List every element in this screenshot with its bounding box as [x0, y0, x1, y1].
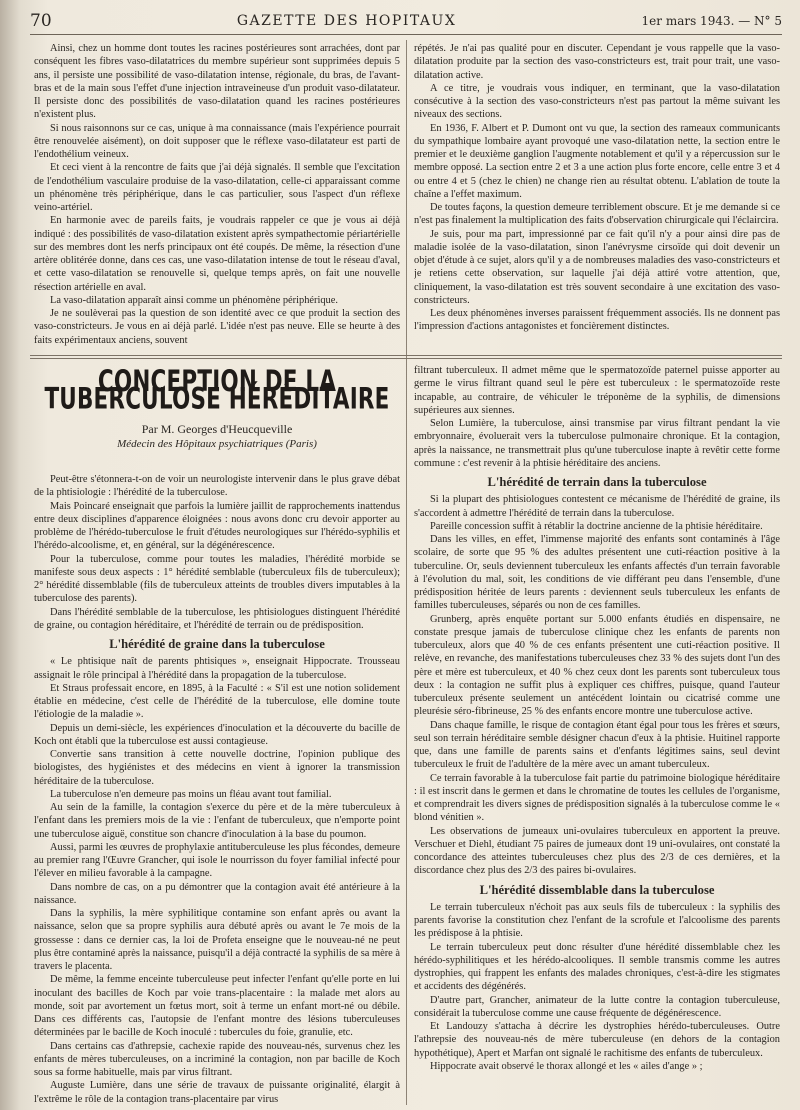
paragraph: En harmonie avec de pareils faits, je voudrais rappeler ce que je vous ai déjà indiqué : des possibilités de vaso-dilatation existent après sympathectomie périartérielle sur des membres dont les nerfs principaux ont été coupés. De même, la résection d'une artère oblitérée donne, dans ces cas, une vaso-dilatation intense de tout le réseau d'aval, et cette vaso-dilatation se renouvelle si, quelque temps après, on fait une nouvelle résection artérielle en aval.: [34, 215, 400, 293]
graine-paragraphs-right: [414, 364, 780, 470]
paragraph: Depuis un demi-siècle, les expériences d'inoculation et la découverte du bacille de Koch ont établi que la tuberculose est aussi contagieuse.: [34, 722, 400, 747]
paragraph: Dans certains cas d'athrepsie, cachexie rapide des nouveau-nés, survenus chez les enfants de mères tuberculeuses, on a incriminé la contagion, non par bacille de Koch sous sa forme habituelle, mais par virus filtrant.: [34, 1040, 400, 1078]
paragraph: Dans nombre de cas, on a pu démontrer que la contagion avait été antérieure à la naissance.: [34, 881, 400, 906]
article-byline: Par M. Georges d'Heucqueville: [141, 421, 293, 436]
paragraph: Hippocrate avait observé le thorax allongé et les « ailes d'ange » ;: [430, 1060, 703, 1072]
paragraph: La vaso-dilatation apparaît ainsi comme un phénomène périphérique.: [50, 294, 338, 306]
paragraph: Ainsi, chez un homme dont toutes les racines postérieures sont arrachées, dont par conséquent les fibres vaso-dilatatrices du membre supérieur sont supprimées depuis 5 ans, il persiste une possibilité de vaso-dilatation intense, régionale, du bras, de l'avant-bras et de la main sous l'effet d'une injection intraveineuse d'un produit vaso-dilatateur. Il persiste donc des possibilités de vaso-dilatation quand les racines postérieures n'existent plus.: [34, 43, 400, 121]
paragraph: En 1936, F. Albert et P. Dumont ont vu que, la section des rameaux communicants du sympathique lombaire ayant provoqué une vaso-dilatation nette, la section entre le premier et le deuxième ganglion l'augmente notablement et qu'il y a répercussion sur le membre opposé. La section entre 2 et 3 a une action plus forte encore, celle entre 3 et 4 ou entre 4 et 5 (chez le chien) ne change rien au résultat obtenu. L'ablation de toute la chaîne a l'effet maximum.: [414, 122, 780, 200]
paragraph: Pour la tuberculose, comme pour toutes les maladies, l'hérédité morbide se manifeste sous deux aspects : 1° hérédité semblable (tuberculeux fils de tuberculeux); 2° hérédité dissemblable (fils de tuberculeux atteints de troubles divers imputables à la tuberculose des parents).: [34, 553, 400, 605]
paragraph: Aussi, parmi les œuvres de prophylaxie antituberculeuse les plus fécondes, demeure au premier rang l'Œuvre Grancher, qui isole le nourrisson du foyer familial infecté pour l'élever en milieu favorable à la campagne.: [34, 841, 400, 880]
article-title: CONCEPTION DE LA TUBERCULOSE HÉRÉDITAIRE: [44, 365, 390, 417]
paragraph: répétés. Je n'ai pas qualité pour en discuter. Cependant je vous rappelle que la vaso-dilatation produite par la section des vaso-constricteurs est, trait pour trait, une vaso-dilatation active.: [414, 43, 780, 81]
paragraph: Le terrain tuberculeux n'échoit pas aux seuls fils de tuberculeux : la syphilis des parents favorise la constitution chez l'enfant de la scrofule et l'alcoolisme des parents les prédispose à la phtisie.: [414, 901, 780, 940]
dissemblable-paragraphs: [414, 901, 780, 1073]
intro-paragraphs: [34, 473, 400, 632]
paragraph: De toutes façons, la question demeure terriblement obscure. Et je me demande si ce n'est pas finalement la multiplication des faits d'observation chirurgicale qui l'éclaircira.: [414, 202, 780, 227]
issue-date: 1er mars 1943. — N° 5: [641, 14, 782, 28]
column-divider: [406, 40, 407, 1105]
paragraph: Si la plupart des phtisiologues contestent ce mécanisme de l'hérédité de graine, ils s'accordent à admettre l'hérédité de terrain dans la tuberculose.: [414, 494, 780, 519]
paragraph: Je ne soulèverai pas la question de son identité avec ce que produit la section des vaso-constricteurs. Je vous en ai déjà parlé. L'idée n'est pas neuve. Elle se heurte à des faits expérimentaux anciens, souvent: [34, 308, 400, 346]
page-header: [30, 8, 782, 35]
section-rule-double: [30, 358, 782, 359]
previous-article-left-column: [34, 42, 400, 352]
paragraph: Et Landouzy s'attacha à décrire les dystrophies hérédo-tuberculeuses. Outre l'athrepsie des nouveau-nés de mère tuberculeuse (en dehors de la contagion hypothétique), Apert et Marfan ont signalé le rachitisme des enfants de tuberculeux.: [414, 1021, 780, 1059]
article-affiliation: Médecin des Hôpitaux psychiatriques (Paris): [117, 437, 317, 450]
paragraph: Auguste Lumière, dans une série de travaux de puissante originalité, élargit à l'extrême le rôle de la contagion trans-placentaire par virus: [34, 1080, 400, 1105]
paragraph: Les deux phénomènes inverses paraissent fréquemment associés. Ils ne donnent pas l'impression d'actions antagonistes et foncièrement distinctes.: [414, 308, 780, 333]
paragraph: Je suis, pour ma part, impressionné par ce fait qu'il n'y a pour ainsi dire pas de maladie isolée de la vaso-dilatation, sinon l'anévrysme cirsoïde qui doit devenir un objet d'étude à ce sujet, alors qu'il y a de nombreuses maladies des vaso-constricteurs et je retiens cette observation, sur laquelle j'ai déjà attiré votre attention, que, cliniquement, la vaso-dilatation est très souvent secondaire à une excitation des vaso-constricteurs.: [414, 228, 780, 306]
paragraph: Dans la syphilis, la mère syphilitique contamine son enfant après ou avant la naissance, selon que sa propre syphilis aura débuté après ou avant le 7e mois de la grossesse : dans ce dernier cas, la loi de Profeta enseigne que le nouveau-né ne peut plus être contaminé après la naissance, puisqu'il a déjà contracté la syphilis de sa mère à travers le placenta.: [34, 908, 400, 972]
paragraph: Les observations de jumeaux uni-ovulaires tuberculeux en apportent la preuve. Verschuer et Diehl, étudiant 75 paires de jumeaux dont 19 uni-ovulaires, ont constaté la concordance des atteintes tuberculeuses chez plus des 2/3 de ces dernières, et la discordance chez plus des 2/3 des paires bi-ovulaires.: [414, 825, 780, 877]
paragraph: « Le phtisique naît de parents phtisiques », enseignait Hippocrate. Trousseau assignait le rôle principal à l'hérédité dans la propagation de la tuberculose.: [34, 656, 400, 681]
paragraph: Le terrain tuberculeux peut donc résulter d'une hérédité dissemblable chez les hérédo-syphilitiques et les hérédo-alcooliques. Il semble transmis comme les autres dystrophies, qui frappent les enfants des malades chroniques, c'est-à-dire les stigmates et accidents des dégénérés.: [414, 941, 780, 993]
paragraph: Selon Lumière, la tuberculose, ainsi transmise par virus filtrant pendant la vie embryonnaire, évoluerait vers la tuberculose pulmonaire chronique. Et la contagion, après la naissance, ne transmettrait plus qu'une tuberculose inapte à revêtir cette forme commune : c'est revenir à la phtisie héréditaire des anciens.: [414, 418, 780, 469]
paragraph: Ce terrain favorable à la tuberculose fait partie du patrimoine biologique héréditaire : il est inscrit dans le germen et dans le chromatine de toutes les cellules de l'organisme, et comprendrait les divers signes de prédisposition signalés à la tuberculose comme le « blond vénitien ».: [414, 772, 780, 824]
paragraph: Peut-être s'étonnera-t-on de voir un neurologiste intervenir dans le plus grave débat de la phtisiologie : l'hérédité de la tuberculose.: [34, 474, 400, 499]
graine-paragraphs-left: [34, 655, 400, 1106]
section-rule: [30, 355, 782, 356]
paragraph: filtrant tuberculeux. Il admet même que le spermatozoïde paternel puisse apporter au germe le virus filtrant quand seul le père est tuberculeux : le spermatozoïde reste incapable, au contraire, de véhiculer le tréponème de la syphilis, de dimensions supérieures aux siennes.: [414, 365, 780, 416]
paragraph: La tuberculose n'en demeure pas moins un fléau avant tout familial.: [50, 788, 332, 800]
previous-article-right-column: [414, 42, 780, 352]
journal-title: GAZETTE DES HOPITAUX: [236, 13, 457, 29]
paragraph: D'autre part, Grancher, animateur de la lutte contre la contagion tuberculeuse, considérait la tuberculose comme une cause fréquente de dégénérescence.: [414, 994, 780, 1019]
paragraph: Au sein de la famille, la contagion s'exerce du père et de la mère tuberculeux à l'enfant dans les premiers mois de la vie : l'enfant de tuberculeux, que n'emporte point une tuberculose aiguë, constitue son chancre d'inoculation à la base du poumon.: [34, 802, 400, 840]
paragraph: Si nous raisonnons sur ce cas, unique à ma connaissance (mais l'expérience pourrait être renouvelée aisément), on doit supposer que le réflexe vaso-dilatateur est parti de l'endothélium veineux.: [34, 122, 400, 160]
paragraph: Grunberg, après enquête portant sur 5.000 enfants étudiés en dispensaire, ne constate presque jamais de tuberculose clinique chez les enfants de parents non tuberculeux, alors que 40 % de ces enfants présentent une cuti-réaction positive. Il relève, en revanche, des manifestations tuberculeuses chez 33 % des sujets dont l'un des père et mère est tuberculeux, et 40 % chez ceux dont les parents sont tuberculeux tous deux : la contagion ne suffit plus à expliquer ces chiffres, puisque, quand l'auteur tuberculeux présente seulement un antécédent lointain ou cicatrisé comme une pleurésie séro-fibrineuse, 25 % des enfants encore montre une tuberculose active.: [414, 613, 780, 718]
paragraph: Et ceci vient à la rencontre de faits que j'ai déjà signalés. Il semble que l'excitation de l'endothélium vasculaire produise de la vaso-dilatation, celle-ci apparaissant comme un phénomène très périphérique, dans le cas particulier, sous l'aspect d'un réflexe veino-artériel.: [34, 162, 400, 213]
paragraph: Dans l'hérédité semblable de la tuberculose, les phtisiologues distinguent l'hérédité de graine, ou contagion héréditaire, et l'hérédité de terrain ou de prédisposition.: [34, 606, 400, 631]
paragraph: Mais Poincaré enseignait que parfois la lumière jaillit de rapprochements inattendus entre deux disciplines d'apparence éloignées : nous avons donc cru devoir apporter au problème de l'hérédo-tuberculose le fruit d'études neurologiques sur l'hérédo-syphilis et l'hérédo-alcoolisme, et, en général, sur la dégénérescence.: [34, 500, 400, 552]
section-heading-graine: L'hérédité de graine dans la tuberculose: [109, 637, 325, 651]
paragraph: A ce titre, je voudrais vous indiquer, en terminant, que la vaso-dilatation consécutive à la section des vaso-constricteurs n'est pas partout la même suivant les niveaux des sections.: [414, 82, 780, 121]
paragraph: De même, la femme enceinte tuberculeuse peut infecter l'enfant qu'elle porte en lui inoculant des bacilles de Koch par voie trans-placentaire : la malade met alors au monde, soit par avortement un fœtus mort, soit à terme un enfant mort-né ou débile. Dans ces différents cas, l'autopsie de l'enfant montre des lésions tuberculeuses déterminées par le bacille de Koch inoculé : tubercules du foie, granulie, etc.: [34, 974, 400, 1039]
paragraph: Pareille concession suffit à rétablir la doctrine ancienne de la phtisie héréditaire.: [430, 520, 763, 532]
section-heading-dissemblable: L'hérédité dissemblable dans la tuberculose: [479, 882, 715, 897]
article-left-column: [34, 364, 400, 1106]
section-heading-terrain: L'hérédité de terrain dans la tuberculose: [487, 475, 707, 489]
paragraph: Convertie sans transition à cette nouvelle doctrine, l'opinion publique des biologistes, des hygiénistes et des médecins en vient à ignorer la transmission héréditaire de la tuberculose.: [34, 749, 400, 787]
page-number: 70: [30, 11, 52, 31]
paragraph: Dans les villes, en effet, l'immense majorité des enfants sont contaminés à l'âge scolaire, de sorte que 95 % des adultes présentent une cuti-réaction positive à la tuberculine. Or, seuls deviennent tuberculeux les enfants affectés d'un terrain favorable à l'évolution du mal, soit, les conditions de vie différant peu dans l'ensemble, d'une prédisposition héritée de leurs parents : deviennent seuls tuberculeux les enfants de familles tuberculeuses, séparés ou non de ces familles.: [414, 534, 780, 612]
terrain-paragraphs: [414, 493, 780, 877]
paragraph: Et Straus professait encore, en 1895, à la Faculté : « S'il est une notion solidement établie en médecine, c'est celle de l'hérédité de la tuberculose, elle domine toute l'étiologie de la maladie ».: [34, 682, 400, 721]
paragraph: Dans chaque famille, le risque de contagion étant égal pour tous les frères et sœurs, seul son terrain héréditaire semble désigner chacun d'eux à la phtisie. Huitinel rapporte que, dans une famille de parents sains et d'enfants légitimes sains, seul devint tuberculeux le fruit de l'adultère de la mère avec un amant tuberculeux.: [414, 719, 780, 771]
article-right-column: [414, 364, 780, 1106]
